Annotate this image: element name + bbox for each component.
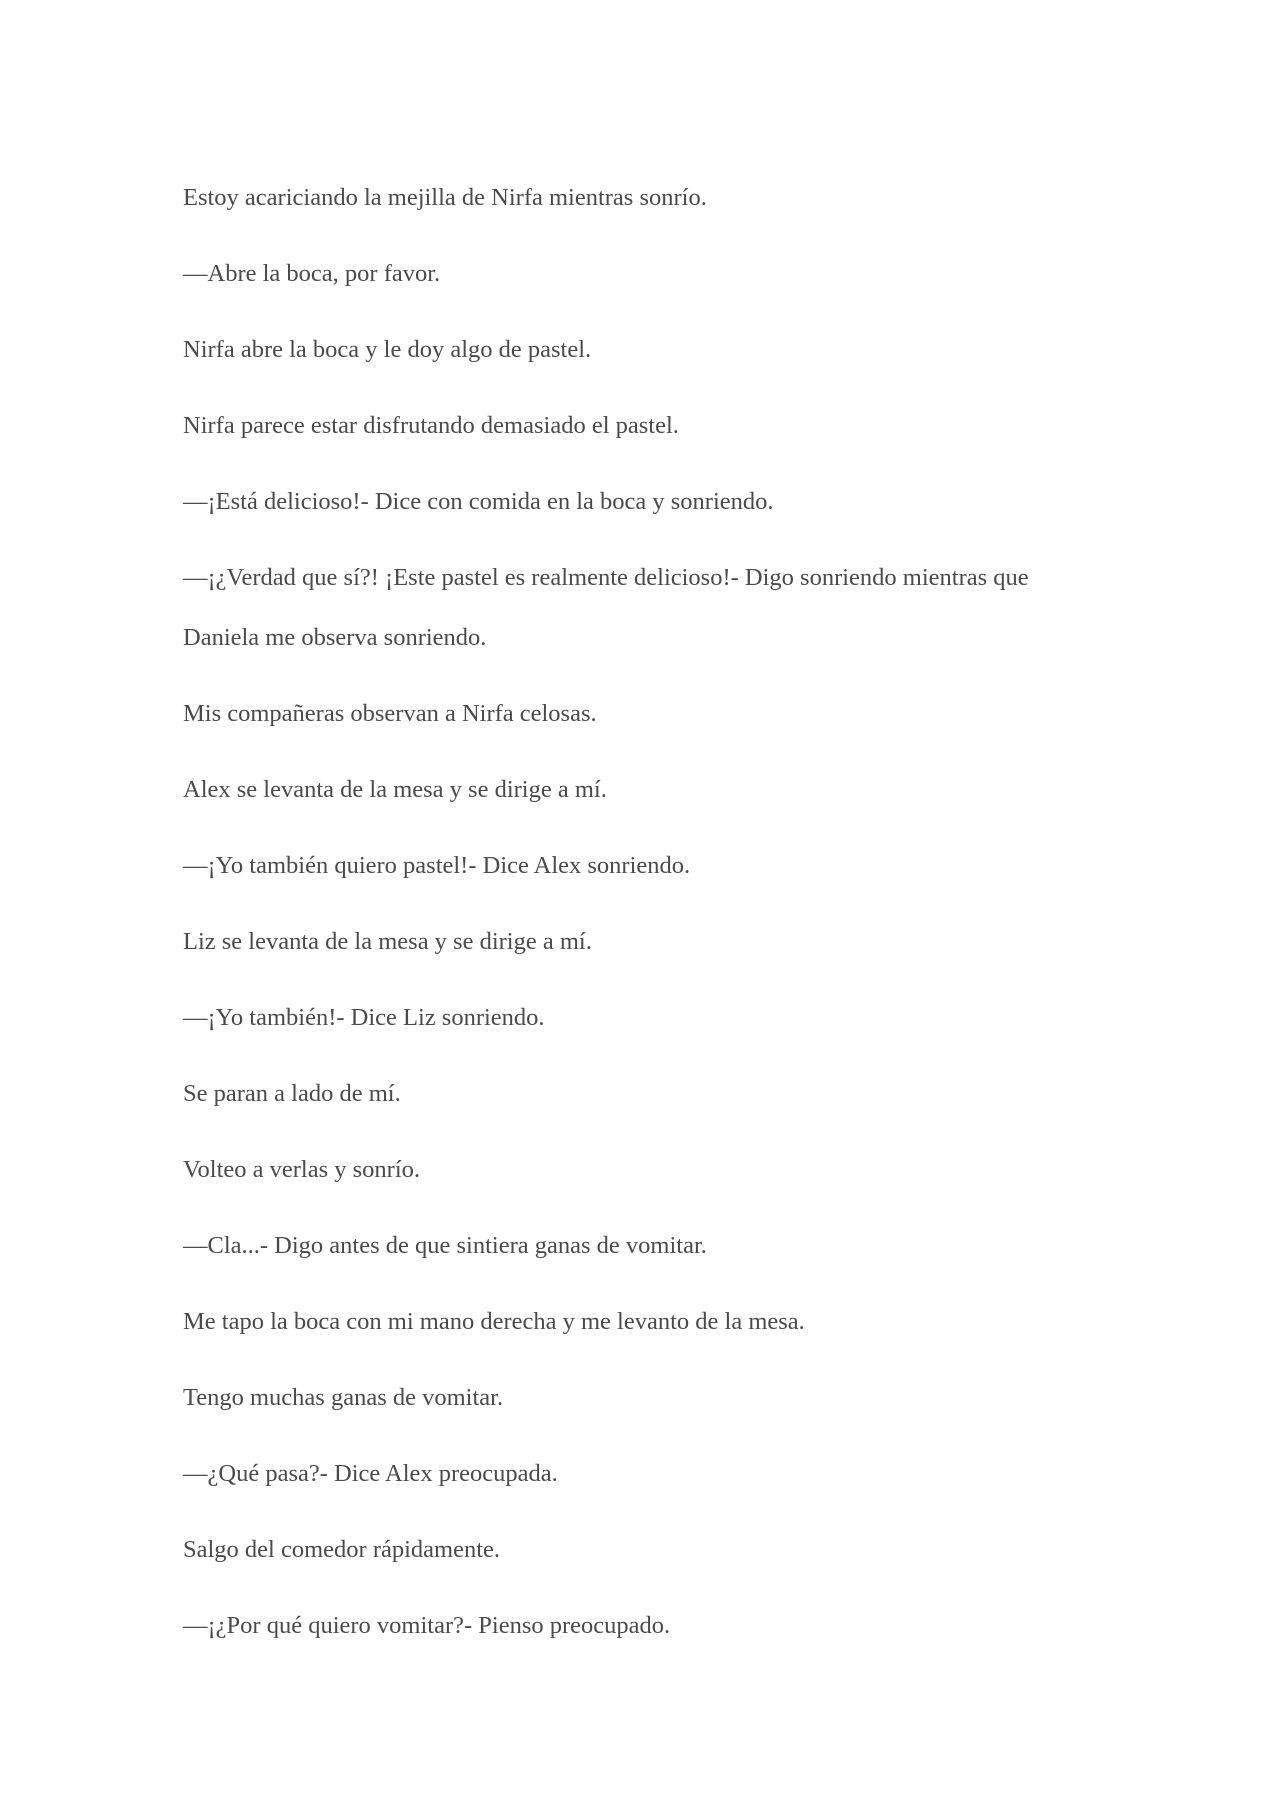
paragraph-17: —¿Qué pasa?- Dice Alex preocupada. — [183, 1460, 558, 1487]
paragraph-3: Nirfa abre la boca y le doy algo de pastel. — [183, 336, 592, 363]
paragraph-9: —¡Yo también quiero pastel!- Dice Alex sonriendo. — [183, 852, 691, 879]
paragraph-2: —Abre la boca, por favor. — [183, 260, 441, 287]
paragraph-13: Volteo a verlas y sonrío. — [183, 1156, 421, 1183]
document-body — [183, 180, 1103, 1684]
paragraph-15: Me tapo la boca con mi mano derecha y me levanto de la mesa. — [183, 1308, 805, 1335]
paragraph-6: —¡¿Verdad que sí?! ¡Este pastel es realmente delicioso!- Digo sonriendo mientras que Daniela me observa sonriendo. — [183, 564, 1029, 651]
paragraph-18: Salgo del comedor rápidamente. — [183, 1536, 501, 1563]
paragraph-16: Tengo muchas ganas de vomitar. — [183, 1384, 504, 1411]
paragraph-7: Mis compañeras observan a Nirfa celosas. — [183, 700, 597, 727]
paragraph-5: —¡Está delicioso!- Dice con comida en la boca y sonriendo. — [183, 488, 774, 515]
paragraph-4: Nirfa parece estar disfrutando demasiado el pastel. — [183, 412, 679, 439]
paragraph-1: Estoy acariciando la mejilla de Nirfa mientras sonrío. — [183, 184, 707, 211]
paragraph-12: Se paran a lado de mí. — [183, 1080, 401, 1107]
paragraph-8: Alex se levanta de la mesa y se dirige a mí. — [183, 776, 607, 803]
paragraph-19: —¡¿Por qué quiero vomitar?- Pienso preocupado. — [183, 1612, 671, 1639]
paragraph-10: Liz se levanta de la mesa y se dirige a mí. — [183, 928, 592, 955]
paragraph-14: —Cla...- Digo antes de que sintiera ganas de vomitar. — [183, 1232, 707, 1259]
paragraph-11: —¡Yo también!- Dice Liz sonriendo. — [183, 1004, 545, 1031]
